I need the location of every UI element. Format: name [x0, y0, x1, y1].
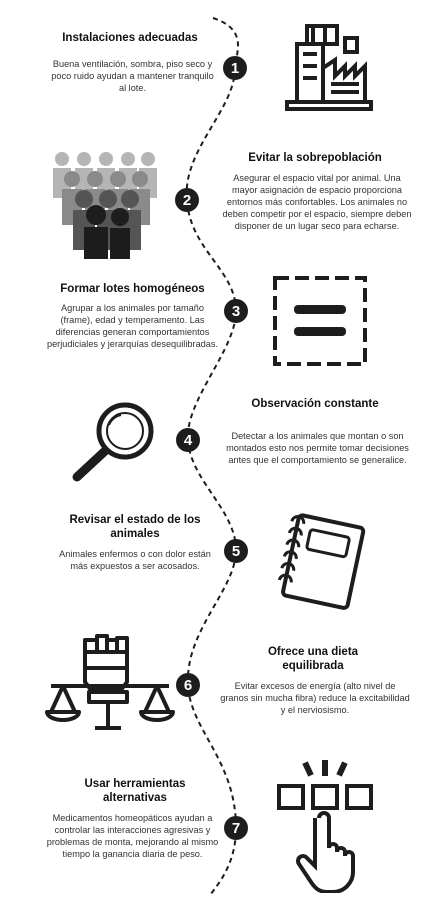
step-6-description: Evitar excesos de energía (alto nivel de granos sin mucha fibra) reduce la excitabilidad y el nerviosismo.	[220, 681, 410, 715]
step-1-marker: 1	[223, 56, 247, 80]
step-7-description: Medicamentos homeopáticos ayudan a controlar las interacciones agresivas y problemas de monta, mejorando al mismo tiempo la ganancia diaria de peso.	[46, 813, 219, 859]
step-4-description: Detectar a los animales que montan o son montados esto nos permite tomar decisiones antes que el comportamiento se generalice.	[226, 431, 409, 465]
step-6-marker: 6	[176, 673, 200, 697]
step-7-marker: 7	[224, 816, 248, 840]
step-3-marker: 3	[224, 299, 248, 323]
step-3-description: Agrupar a los animales por tamaño (frame), edad y temperamento. Las diferencias generan comportamientos perjudiciales y jerarquías desequilibradas.	[46, 303, 219, 349]
step-2-title: Evitar la sobrepoblación	[248, 152, 382, 164]
balance-icon	[45, 630, 175, 736]
building-icon	[283, 18, 375, 112]
step-6-title: Ofrece una dieta equilibrada	[267, 646, 359, 672]
step-4-marker: 4	[176, 428, 200, 452]
notebook-icon	[268, 510, 373, 614]
step-3-title: Formar lotes homogéneos	[60, 283, 205, 295]
step-7-title: Usar herramientas alternativas	[84, 778, 186, 804]
step-5-marker: 5	[224, 539, 248, 563]
step-5-title: Revisar el estado de los animales	[69, 514, 201, 540]
step-2-description: Asegurar el espacio vital por animal. Una mayor asignación de espacio proporciona entornos más confortables. Los animales no deben competir por el espacio, siempre deben disponer de un lugar seco para echarse.	[222, 173, 412, 231]
step-1-title: Instalaciones adecuadas	[62, 32, 198, 44]
step-4-title: Observación constante	[251, 398, 379, 410]
step-2-marker: 2	[175, 188, 199, 212]
crowd-icon	[50, 147, 158, 259]
magnifier-icon	[65, 395, 165, 485]
pointer-hand-icon	[275, 758, 375, 893]
equals-icon	[272, 275, 368, 367]
step-1-description: Buena ventilación, sombra, piso seco y poco ruido ayudan a mantener tranquilo al lote.	[51, 59, 214, 93]
step-5-description: Animales enfermos o con dolor están más expuestos a ser acosados.	[59, 549, 211, 571]
